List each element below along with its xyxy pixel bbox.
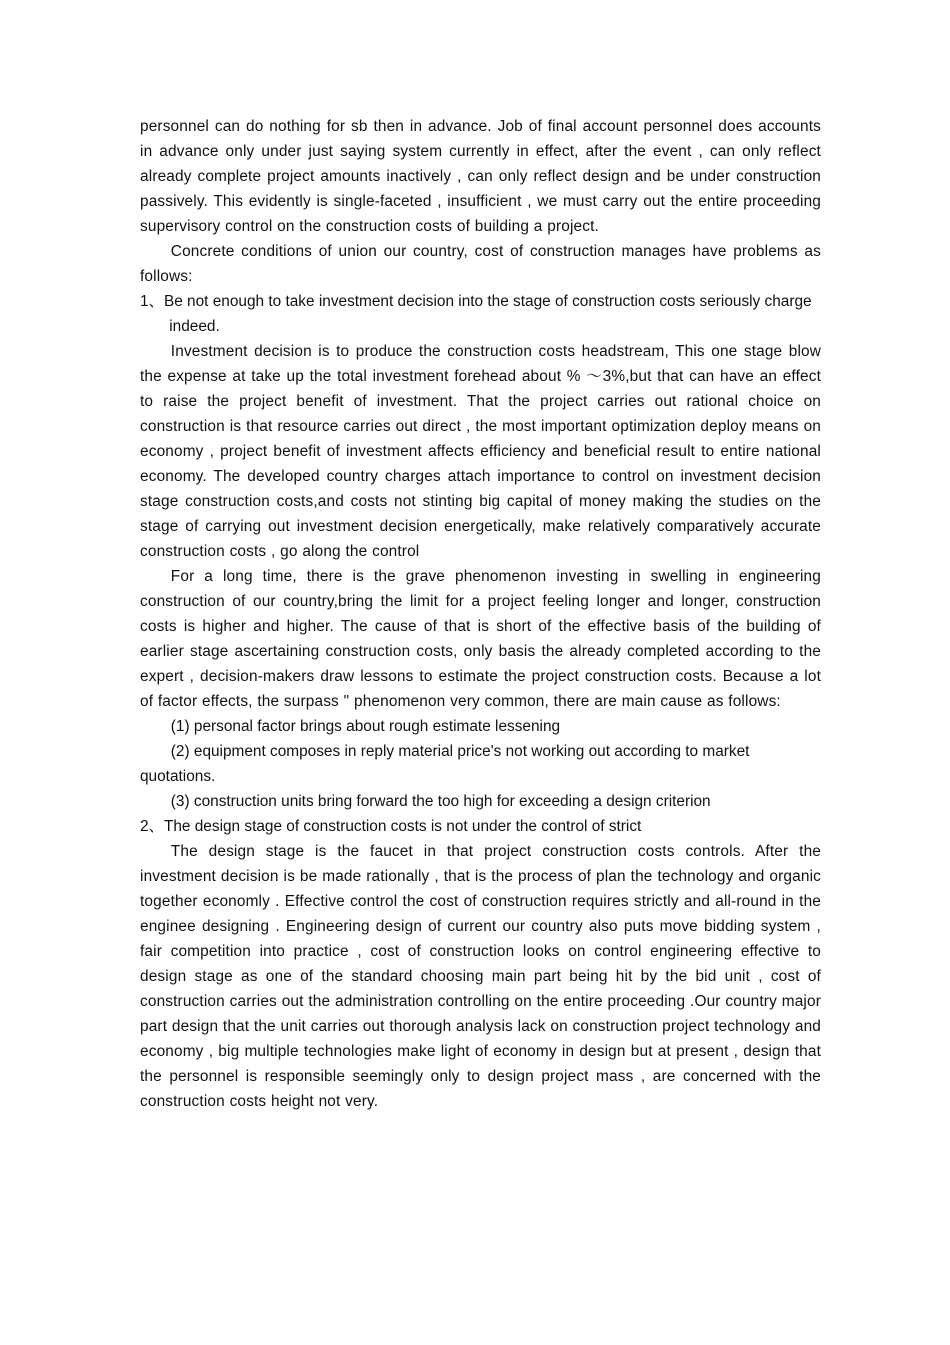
numbered-item-1-marker: 1、 bbox=[140, 293, 164, 310]
numbered-item-2-text: The design stage of construction costs is not under the control of strict bbox=[163, 818, 642, 835]
sub-item-1: (1) personal factor brings about rough estimate lessening bbox=[170, 718, 561, 735]
paragraph-concrete-conditions: Concrete conditions of union our country, cost of construction manages have problems as follows: bbox=[140, 243, 821, 285]
sub-item-2: (2) equipment composes in reply material price's not working out according to market quotations. bbox=[140, 743, 750, 785]
paragraph-design-stage: The design stage is the faucet in that project construction costs controls. After the investment decision is be made rationally , that is the process of plan the technology and organic together economly . Effective control the cost of construction requires strictly and all-round in the enginee designing . Engineering design of current our country also puts move bidding system , fair competition into practice , cost of construction looks on control engineering effective to design stage as one of the standard choosing main part being hit by the bid unit , cost of construction carries out the administration controlling on the entire proceeding .Our country major part design that the unit carries out thorough analysis lack on construction project technology and economy , big multiple technologies make light of economy in design but at present , design that the personnel is responsible seemingly only to design project mass , are concerned with the construction costs height not very. bbox=[140, 843, 821, 1110]
numbered-item-2 bbox=[140, 814, 821, 839]
numbered-item-2-marker: 2、 bbox=[140, 818, 164, 835]
paragraph-opening-continuation: personnel can do nothing for sb then in advance. Job of final account personnel does accounts in advance only under just saying system currently in effect, after the event , can only reflect already complete project amounts inactively , can only reflect design and be under construction passively. This evidently is single-faceted , insufficient , we must carry out the entire proceeding supervisory control on the construction costs of building a project. bbox=[140, 118, 821, 235]
numbered-item-1 bbox=[140, 289, 821, 339]
sub-item-3: (3) construction units bring forward the too high for exceeding a design criterion bbox=[170, 793, 711, 810]
numbered-item-1-text: Be not enough to take investment decision into the stage of construction costs seriously charge indeed. bbox=[163, 293, 812, 335]
paragraph-for-a-long-time: For a long time, there is the grave phenomenon investing in swelling in engineering construction of our country,bring the limit for a project feeling longer and longer, construction costs is higher and higher. The cause of that is short of the effective basis of the building of earlier stage ascertaining construction costs, only basis the already completed according to the expert , decision-makers draw lessons to estimate the project construction costs. Because a lot of factor effects, the surpass " phenomenon very common, there are main cause as follows: bbox=[140, 568, 821, 710]
document-text-body bbox=[140, 114, 821, 1114]
paragraph-investment-decision: Investment decision is to produce the construction costs headstream, This one stage blow the expense at take up the total investment forehead about % ～3%,but that can have an effect to raise the project benefit of investment. That the project carries out rational choice on construction is that resource carries out direct , the most important optimization deploy means on economy , project benefit of investment affects efficiency and beneficial result to entire national economy. The developed country charges attach importance to control on investment decision stage construction costs,and costs not stinting big capital of money making the studies on the stage of carrying out investment decision energetically, make relatively comparatively accurate construction costs , go along the control bbox=[140, 343, 821, 560]
